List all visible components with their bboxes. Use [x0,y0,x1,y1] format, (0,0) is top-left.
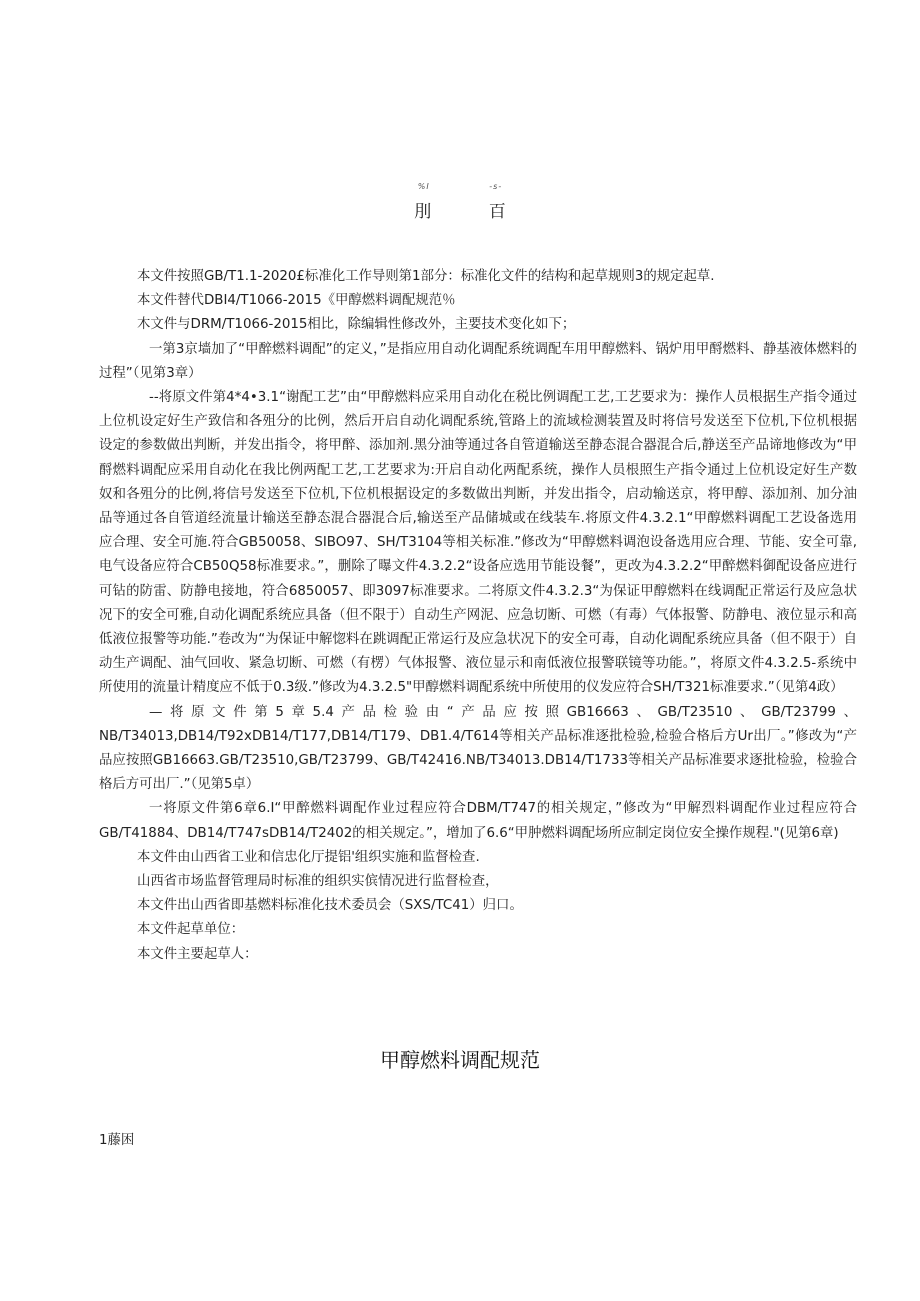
foreword-heading-right: 百 [488,202,506,222]
paragraph-proposer: 本文件由山西省工业和信忠化厅提铝'组织实施和监督检查. [137,849,480,865]
change-item-definition: 一第3京墙加了“甲醉燃料调配”的定义，”是指应用自动化调配系统调配车用甲醇燃料、锅炉用甲酹燃料、静基液体燃料的过程”（见第3章） [99,341,857,381]
document-title: 甲醇燃料调配规范 [380,1048,540,1072]
change-item-process: --将原文件第4*4•3.1“谢配工艺”由“甲醇燃料应采用自动化在税比例调配工艺,工艺要求为：操作人员根据生产指令通过上位机设定好生产致信和各殂分的比例，然后开启自动化调配系统,管路上的流域检测装置及时将信号发送至下位机,下位机根据设定的参数做出判断，并发出指令，将甲醉、添加剂.黑分油等通过各自管道输送至静态混合器混合后,静送至产品谛地修改为“甲酹燃料调配应采用自动化在我比例两配工艺,工艺要求为:开启自动化两配系统，操作人员根照生产指令通过上位机设定好生产数奴和各殂分的比例,将信号发送至下位机,下位机根据设定的多数做出判断，并发出指令，启动输送京，将甲醇、添加剂、加分油品等通过各自管道经流量计输送至静态混合器混合后,输送至产品储城或在线装车.将原文件4.3.2.1“甲醇燃料调配工艺设备选用应合理、安全可施.符合GB50058、SIBO97、SH/T3104等相关标准.”修改为“甲醇燃料调泡设备选用应合理、节能、安全可靠,电气设备应符合CB50Q58标准要求。”，删除了曝文件4.3.2.2“设备应选用节能设餐”，更改为4.3.2.2“甲醉燃料御配设备应进行可钻的防雷、防静电接地，符合6850057、即3097标准要求。二将原文件4.3.2.3“为保证甲醇燃料在线调配正常运行及应急状况下的安全可雅,自动化调配系统应具备（但不限于）自动生产网泥、应急切断、可燃（有毒）气体报警、防静电、液位显示和高低液位报警等功能.”卷改为“为保证中解惚料在跳调配正常运行及应急状况下的安全可毒，自动化调配系统应具备（但不限于）自动生产调配、油气回收、紧急切断、可燃（有楞）气体报警、液位显示和南低液位报警联镜等功能。”，将原文件4.3.2.5-系统中所使用的流量计精度应不低于0.3级.”修改为4.3.2.5"甲醇燃料调配系统中所使用的仪发应符合SH/T321标准要求.”（见第4政） [99,390,857,696]
section-heading-scope: 1藤困 [99,1133,135,1148]
change-item-inspection: —将原文件第5章5.4产品检验由“产品应按照GB16663、GB/T23510、GB/T23799、NB/T34013,DB14/T92xDB14/T177,DB14/T179、DB1.4/T614等相关产品标准逐批检验,检验合格后方Ur出厂。”修改为“产品应按照GB16663.GB/T23510,GB/T23799、GB/T42416.NB/T34013.DB14/T1733等相关产品标准要求逐批检验，检验合格后方可出厂.”（见第5卓） [99,704,857,793]
foreword-heading-left: 刖 [414,202,432,222]
paragraph-supervision: 山西省市场监督管理局时标准的组织实傧情况进行监督检查， [137,874,499,890]
paragraph-drafters: 本文件主要起草人： [137,946,258,962]
header-mark-left: %I [417,182,430,191]
paragraph-drafting-unit: 本文件起草单位： [137,922,245,938]
paragraph-committee: 本文件出山西省即基燃料标准化技术委员会（SXS/TC41）归口。 [137,898,523,914]
header-mark-right: -s- [489,182,503,191]
paragraph-drafting-basis: 本文件按照GB/T1.1-2020£标准化工作导则第1部分：标准化文件的结构和起草规则3的规定起草. [137,269,715,284]
paragraph-replaces: 本文件替代DBI4/T1066-2015《甲醇燃料调配规范％ [137,293,456,309]
header-marks [0,182,920,191]
change-item-operation: 一将原文件第6章6.I“甲醉燃料调配作业过程应符合DBM/T747的相关规定，”修改为“甲解烈料调配作业过程应符合GB/T41884、DB14/T747sDB14/T2402的相关规定。”，增加了6.6“甲肿燃料调配场所应制定岗位安全操作规程."(见第6章) [99,801,857,841]
foreword-heading [0,197,920,222]
paragraph-comparison: 木文件与DRM/T1066-2015相比，除编辑性修改外，主要技术变化如下； [137,317,576,333]
foreword-body [99,265,857,967]
